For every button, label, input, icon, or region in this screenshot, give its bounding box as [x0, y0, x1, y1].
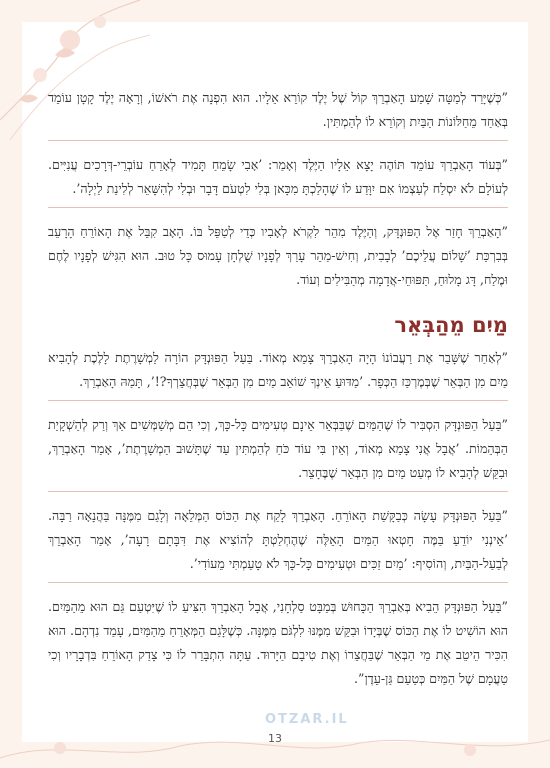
paragraph: ”כְּשֶׁיָּרַד לְמַטָּה שָׁמַע הָאַבְרֵךְ קוֹל שֶׁל יֶלֶד קוֹרֵא אֵלָיו. הוּא הִפְנָה אֶת רֹאשׁוֹ, וְרָאָה יֶלֶד קָטָן עוֹמֵד בְּאַחַד מֵחַלּוֹנוֹת הַבַּיִת וְקוֹרֵא לוֹ לְהַמְתִּין. — [48, 86, 508, 141]
article-body — [48, 86, 508, 709]
paragraph: ”הָאַבְרֵךְ חָזַר אֶל הַפּוּנְדָּק, וְהַיֶּלֶד מִהֵר לִקְרֹא לְאָבִיו כְּדֵי לְטַפֵּל בּוֹ. הָאָב קִבֵּל אֶת הָאוֹרֵחַ הָרָעֵב בְּבִרְכַּת ’שָׁלוֹם עֲלֵיכֶם’ לְבָבִית, וְחִישׁ-מַהֵר עָרַךְ לְפָנָיו שֻׁלְחָן עָמוּס כָּל טוּב. הוּא הִגִּישׁ לְפָנָיו לֶחֶם וּמֶלַח, דָּג מָלוּחַ, תַּפּוּחֵי-אֲדָמָה מְהַבִּילִים וְעוֹד. — [48, 224, 508, 287]
paragraph: ”בַּעַל הַפּוּנְדָּק הִסְבִּיר לוֹ שֶׁהַמַּיִם שֶׁבַּבְּאֵר אֵינָם טְעִימִים כָּל-כָּךְ, וְכִי הֵם מְשַׁמְּשִׁים אַךְ וְרַק לְהַשְׁקָיַת הַבְּהֵמוֹת. ’אֲבָל אֲנִי צָמֵא מְאוֹד, וְאֵין בִּי עוֹד כֹּחַ לְהַמְתִּין עַד שֶׁתָּשׁוּב הַמְשָׁרֶתֶת’, אָמַר הָאַבְרֵךְ, וּבִקֵּשׁ לְהָבִיא לוֹ מְעַט מַיִם מִן הַבְּאֵר שֶׁבֶּחָצֵר. — [48, 413, 508, 492]
paragraph: ”בְּעוֹד הָאַבְרֵךְ עוֹמֵד תּוֹהֶה יָצָא אֵלָיו הַיֶּלֶד וְאָמַר: ’אָבִי שָׂמֵחַ תָּמִיד לְאָרֵחַ עוֹבְרֵי-דְּרָכִים עֲנִיִּים. לְעוֹלָם לֹא יִסְלַח לְעַצְמוֹ אִם יִוָּדַע לוֹ שֶׁהָלַכְתָּ מִכָּאן בְּלִי לִטְעֹם דָּבָר וּבְלִי לְהִשָּׁאֵר לְלִינַת לַיְלָה’. — [48, 153, 508, 208]
paragraph: ”לְאַחַר שֶׁשָּׁבַר אֶת רַעֲבוֹנוֹ הָיָה הָאַבְרֵךְ צָמֵא מְאוֹד. בַּעַל הַפּוּנְדָּק הוֹרָה לַמְשָׁרֶתֶת לָלֶכֶת לְהָבִיא מַיִם מִן הַבְּאֵר שֶׁבְּמֶרְכַּז הַכְּפָר. ’מַדּוּעַ אֵינְךָ שׁוֹאֵב מַיִם מִן הַבְּאֵר שֶׁבְּחֲצֵרְךָ?!’, תָּמַהּ הָאַבְרֵךְ. — [48, 346, 508, 401]
paragraph: ”בַּעַל הַפּוּנְדָּק עָשָׂה כְּבַקָּשַׁת הָאוֹרֵחַ. הָאַבְרֵךְ לָקַח אֶת הַכּוֹס הַמְּלֵאָה וְלָגַם מִמֶּנָּה בַּהֲנָאָה רַבָּה. ’אֵינְנִי יוֹדֵעַ בַּמֶּה חָטְאוּ הַמַּיִם הָאֵלֶּה שֶׁהֶחְלַטְתָּ לְהוֹצִיא אֶת דִּבָּתָם רָעָה’, אָמַר הָאַבְרֵךְ לְבַעַל-הַבַּיִת, וְהוֹסִיף: ’מַיִם זַכִּים וּטְעִימִים כָּל-כָּךְ לֹא טָעַמְתִּי מֵעוֹדִי’. — [48, 504, 508, 583]
section-title: מַיִם מֵהַבְּאֵר — [394, 313, 508, 337]
paragraph: ”בַּעַל הַפּוּנְדָּק הֵבִיא בְּאַבְרֵךְ הַכָּחוּשׁ בְּמַבָּט סַלְחָנִי, אֲבָל הָאַבְרֵךְ הִצִּיעַ לוֹ שֶׁיִּטְעַם גַּם הוּא מֵהַמַּיִם. הוּא הוֹשִׁיט לוֹ אֶת הַכּוֹס שֶׁבְּיָדוֹ וּבִקֵּשׁ מִמֶּנּוּ לִלְגֹּם מִמֶּנָּה. כְּשֶׁלָּגַם הַמְּאָרֵחַ מֵהַמַּיִם, עָמַד נִדְהָם. הוּא הִכִּיר הֵיטֵב אֶת מֵי הַבְּאֵר שֶׁבַּחֲצֵרוֹ וְאֶת טִיבָם הַיָּרוּד. עַתָּה הִתְבָּרֵר לוֹ כִּי צָדַק הָאוֹרֵחַ בִּדְבָרָיו וְכִי טַעֲמָם שֶׁל הַמַּיִם כְּטַעַם גַּן-עֵדֶן”. — [48, 599, 508, 686]
watermark: OTZAR.IL — [265, 712, 349, 727]
page-number: 13 — [268, 732, 282, 745]
